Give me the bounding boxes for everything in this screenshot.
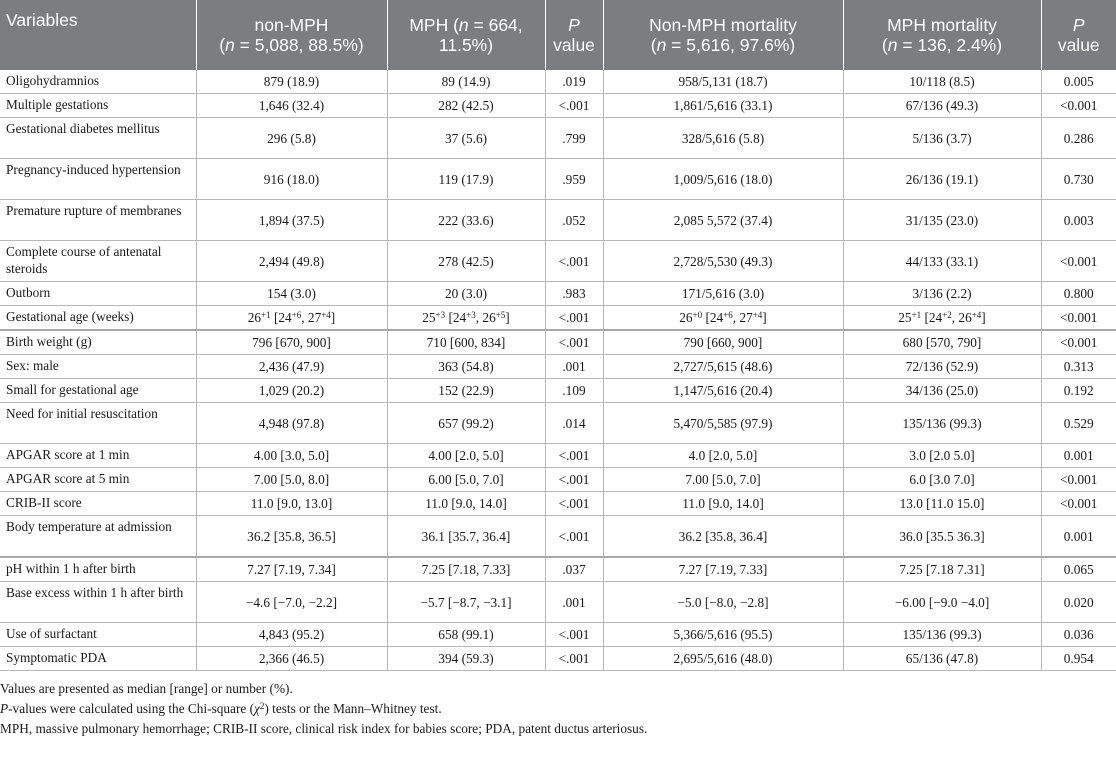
row-mph-mortality: 7.25 [7.18 7.31] <box>843 557 1041 582</box>
row-p-value: <.001 <box>545 94 603 118</box>
table-row <box>0 379 1116 403</box>
row-mph-mortality: 65/136 (47.8) <box>843 647 1041 671</box>
row-non-mph: 4,843 (95.2) <box>196 623 387 647</box>
row-variable: Use of surfactant <box>0 623 196 647</box>
row-mph: 394 (59.3) <box>387 647 545 671</box>
row-mph: 657 (99.2) <box>387 403 545 444</box>
row-mph-mortality: 3/136 (2.2) <box>843 282 1041 306</box>
row-mph-mortality: 3.0 [2.0 5.0] <box>843 444 1041 468</box>
row-p-value: .019 <box>545 70 603 94</box>
table-row <box>0 492 1116 516</box>
header-non-mph: non-MPH (n = 5,088, 88.5%) <box>196 0 387 70</box>
row-non-mph: 7.27 [7.19, 7.34] <box>196 557 387 582</box>
row-variable: Premature rupture of membranes <box>0 200 196 241</box>
row-p-value: <.001 <box>545 516 603 558</box>
row-non-mph: 796 [670, 900] <box>196 330 387 355</box>
row-variable: Need for initial resuscitation <box>0 403 196 444</box>
table-row <box>0 200 1116 241</box>
row-p-value-mortality: 0.954 <box>1041 647 1116 671</box>
row-variable: CRIB-II score <box>0 492 196 516</box>
row-mph: 4.00 [2.0, 5.0] <box>387 444 545 468</box>
row-non-mph-mortality: 2,727/5,615 (48.6) <box>603 355 843 379</box>
row-non-mph: 2,494 (49.8) <box>196 241 387 282</box>
table-row <box>0 306 1116 331</box>
row-p-value-mortality: 0.529 <box>1041 403 1116 444</box>
table-row <box>0 94 1116 118</box>
row-non-mph-mortality: 958/5,131 (18.7) <box>603 70 843 94</box>
row-variable: Multiple gestations <box>0 94 196 118</box>
row-mph: 36.1 [35.7, 36.4] <box>387 516 545 558</box>
row-p-value-mortality: <0.001 <box>1041 306 1116 331</box>
table-row <box>0 70 1116 94</box>
row-p-value: .983 <box>545 282 603 306</box>
row-mph-mortality: 6.0 [3.0 7.0] <box>843 468 1041 492</box>
row-non-mph-mortality: 2,728/5,530 (49.3) <box>603 241 843 282</box>
table-row <box>0 557 1116 582</box>
row-mph-mortality: 67/136 (49.3) <box>843 94 1041 118</box>
row-p-value: <.001 <box>545 647 603 671</box>
row-mph: 658 (99.1) <box>387 623 545 647</box>
row-p-value: .001 <box>545 582 603 623</box>
row-non-mph-mortality: −5.0 [−8.0, −2.8] <box>603 582 843 623</box>
row-variable: Birth weight (g) <box>0 330 196 355</box>
row-variable: Sex: male <box>0 355 196 379</box>
row-variable: Base excess within 1 h after birth <box>0 582 196 623</box>
table-row <box>0 330 1116 355</box>
row-non-mph: 916 (18.0) <box>196 159 387 200</box>
row-non-mph: 11.0 [9.0, 13.0] <box>196 492 387 516</box>
row-variable: Oligohydramnios <box>0 70 196 94</box>
row-non-mph: 879 (18.9) <box>196 70 387 94</box>
row-mph: 152 (22.9) <box>387 379 545 403</box>
footnote-p-values: P-values were calculated using the Chi-square $(\chi^2)$ tests or the Mann–Whitney test. <box>0 701 442 716</box>
row-non-mph-mortality: 1,147/5,616 (20.4) <box>603 379 843 403</box>
row-non-mph-mortality: 5,366/5,616 (95.5) <box>603 623 843 647</box>
table-row <box>0 647 1116 671</box>
row-non-mph: $26^{+1}$ [$24^{+6}$, $27^{+4}$] <box>196 306 387 331</box>
row-p-value-mortality: 0.286 <box>1041 118 1116 159</box>
table-row <box>0 118 1116 159</box>
row-non-mph-mortality: 790 [660, 900] <box>603 330 843 355</box>
table-row <box>0 444 1116 468</box>
row-p-value-mortality: 0.730 <box>1041 159 1116 200</box>
row-mph-mortality: 36.0 [35.5 36.3] <box>843 516 1041 558</box>
row-mph-mortality: 26/136 (19.1) <box>843 159 1041 200</box>
row-mph: $25^{+3}$ [$24^{+3}$, $26^{+5}$] <box>387 306 545 331</box>
row-non-mph: 4.00 [3.0, 5.0] <box>196 444 387 468</box>
row-mph: 363 (54.8) <box>387 355 545 379</box>
row-mph: 37 (5.6) <box>387 118 545 159</box>
header-mph: MPH (n = 664, 11.5%) <box>387 0 545 70</box>
row-p-value-mortality: 0.005 <box>1041 70 1116 94</box>
row-p-value-mortality: <0.001 <box>1041 241 1116 282</box>
row-variable: Complete course of antenatal steroids <box>0 241 196 282</box>
row-non-mph: 296 (5.8) <box>196 118 387 159</box>
row-mph: 710 [600, 834] <box>387 330 545 355</box>
row-p-value-mortality: 0.001 <box>1041 516 1116 558</box>
row-p-value: <.001 <box>545 241 603 282</box>
row-mph: 119 (17.9) <box>387 159 545 200</box>
row-p-value-mortality: 0.003 <box>1041 200 1116 241</box>
row-p-value-mortality: 0.313 <box>1041 355 1116 379</box>
row-p-value-mortality: <0.001 <box>1041 330 1116 355</box>
row-mph-mortality: 135/136 (99.3) <box>843 403 1041 444</box>
row-mph-mortality: 10/118 (8.5) <box>843 70 1041 94</box>
row-p-value: .109 <box>545 379 603 403</box>
table-row <box>0 403 1116 444</box>
row-mph-mortality: 44/133 (33.1) <box>843 241 1041 282</box>
row-mph: 20 (3.0) <box>387 282 545 306</box>
table-row <box>0 468 1116 492</box>
row-mph: 7.25 [7.18, 7.33] <box>387 557 545 582</box>
row-mph: 222 (33.6) <box>387 200 545 241</box>
row-non-mph: 154 (3.0) <box>196 282 387 306</box>
row-non-mph-mortality: 36.2 [35.8, 36.4] <box>603 516 843 558</box>
row-p-value-mortality: <0.001 <box>1041 468 1116 492</box>
row-non-mph: 4,948 (97.8) <box>196 403 387 444</box>
row-p-value-mortality: 0.800 <box>1041 282 1116 306</box>
row-p-value-mortality: <0.001 <box>1041 492 1116 516</box>
row-mph: 282 (42.5) <box>387 94 545 118</box>
row-non-mph: 36.2 [35.8, 36.5] <box>196 516 387 558</box>
header-p-value-mortality: P value <box>1041 0 1116 70</box>
row-p-value: .052 <box>545 200 603 241</box>
row-mph: 11.0 [9.0, 14.0] <box>387 492 545 516</box>
row-variable: Body temperature at admission <box>0 516 196 558</box>
row-variable: Outborn <box>0 282 196 306</box>
row-variable: Symptomatic PDA <box>0 647 196 671</box>
table-header-row <box>0 0 1116 70</box>
row-p-value: <.001 <box>545 492 603 516</box>
row-p-value: <.001 <box>545 306 603 331</box>
row-p-value: .001 <box>545 355 603 379</box>
row-non-mph: 1,646 (32.4) <box>196 94 387 118</box>
row-p-value: <.001 <box>545 444 603 468</box>
table-row <box>0 241 1116 282</box>
row-non-mph-mortality: $26^{+0}$ [$24^{+6}$, $27^{+4}$] <box>603 306 843 331</box>
row-p-value-mortality: <0.001 <box>1041 94 1116 118</box>
row-non-mph: 7.00 [5.0, 8.0] <box>196 468 387 492</box>
table-row <box>0 623 1116 647</box>
row-mph-mortality: 5/136 (3.7) <box>843 118 1041 159</box>
header-mph-mortality: MPH mortality (n = 136, 2.4%) <box>843 0 1041 70</box>
row-non-mph: −4.6 [−7.0, −2.2] <box>196 582 387 623</box>
row-variable: pH within 1 h after birth <box>0 557 196 582</box>
row-non-mph: 2,436 (47.9) <box>196 355 387 379</box>
table-footnotes <box>0 671 1116 739</box>
row-non-mph: 2,366 (46.5) <box>196 647 387 671</box>
row-non-mph-mortality: 1,009/5,616 (18.0) <box>603 159 843 200</box>
row-p-value: .014 <box>545 403 603 444</box>
row-p-value: .959 <box>545 159 603 200</box>
row-non-mph: 1,894 (37.5) <box>196 200 387 241</box>
row-variable: Gestational age (weeks) <box>0 306 196 331</box>
row-non-mph-mortality: 7.00 [5.0, 7.0] <box>603 468 843 492</box>
row-mph: 6.00 [5.0, 7.0] <box>387 468 545 492</box>
row-mph-mortality: $25^{+1}$ [$24^{+2}$, $26^{+4}$] <box>843 306 1041 331</box>
table-row <box>0 282 1116 306</box>
row-mph: 278 (42.5) <box>387 241 545 282</box>
row-p-value: <.001 <box>545 330 603 355</box>
table-row <box>0 516 1116 558</box>
row-non-mph-mortality: 11.0 [9.0, 14.0] <box>603 492 843 516</box>
table-row <box>0 355 1116 379</box>
row-variable: Pregnancy-induced hypertension <box>0 159 196 200</box>
row-mph-mortality: 31/135 (23.0) <box>843 200 1041 241</box>
row-non-mph-mortality: 5,470/5,585 (97.9) <box>603 403 843 444</box>
table-row <box>0 159 1116 200</box>
row-non-mph-mortality: 2,695/5,616 (48.0) <box>603 647 843 671</box>
header-variables: Variables <box>0 0 196 70</box>
row-p-value-mortality: 0.065 <box>1041 557 1116 582</box>
row-variable: APGAR score at 1 min <box>0 444 196 468</box>
row-p-value: <.001 <box>545 623 603 647</box>
row-non-mph-mortality: 4.0 [2.0, 5.0] <box>603 444 843 468</box>
row-p-value-mortality: 0.036 <box>1041 623 1116 647</box>
row-non-mph: 1,029 (20.2) <box>196 379 387 403</box>
row-mph: −5.7 [−8.7, −3.1] <box>387 582 545 623</box>
header-p-value: P value <box>545 0 603 70</box>
row-mph-mortality: 680 [570, 790] <box>843 330 1041 355</box>
row-non-mph-mortality: 171/5,616 (3.0) <box>603 282 843 306</box>
table-body <box>0 70 1116 671</box>
row-non-mph-mortality: 7.27 [7.19, 7.33] <box>603 557 843 582</box>
row-p-value-mortality: 0.020 <box>1041 582 1116 623</box>
footnote-values: Values are presented as median [range] or number (%). <box>0 681 293 696</box>
header-non-mph-mortality: Non-MPH mortality (n = 5,616, 97.6%) <box>603 0 843 70</box>
row-variable: Gestational diabetes mellitus <box>0 118 196 159</box>
row-mph-mortality: 135/136 (99.3) <box>843 623 1041 647</box>
row-non-mph-mortality: 328/5,616 (5.8) <box>603 118 843 159</box>
table-row <box>0 582 1116 623</box>
row-mph-mortality: 13.0 [11.0 15.0] <box>843 492 1041 516</box>
row-non-mph-mortality: 2,085 5,572 (37.4) <box>603 200 843 241</box>
row-mph: 89 (14.9) <box>387 70 545 94</box>
row-p-value: .799 <box>545 118 603 159</box>
row-mph-mortality: 34/136 (25.0) <box>843 379 1041 403</box>
row-variable: Small for gestational age <box>0 379 196 403</box>
row-mph-mortality: −6.00 [−9.0 −4.0] <box>843 582 1041 623</box>
row-p-value: <.001 <box>545 468 603 492</box>
row-p-value-mortality: 0.192 <box>1041 379 1116 403</box>
row-mph-mortality: 72/136 (52.9) <box>843 355 1041 379</box>
footnote-abbreviations: MPH, massive pulmonary hemorrhage; CRIB-II score, clinical risk index for babies score; PDA, patent ductus arteriosus. <box>0 721 648 736</box>
row-variable: APGAR score at 5 min <box>0 468 196 492</box>
row-p-value-mortality: 0.001 <box>1041 444 1116 468</box>
row-p-value: .037 <box>545 557 603 582</box>
row-non-mph-mortality: 1,861/5,616 (33.1) <box>603 94 843 118</box>
